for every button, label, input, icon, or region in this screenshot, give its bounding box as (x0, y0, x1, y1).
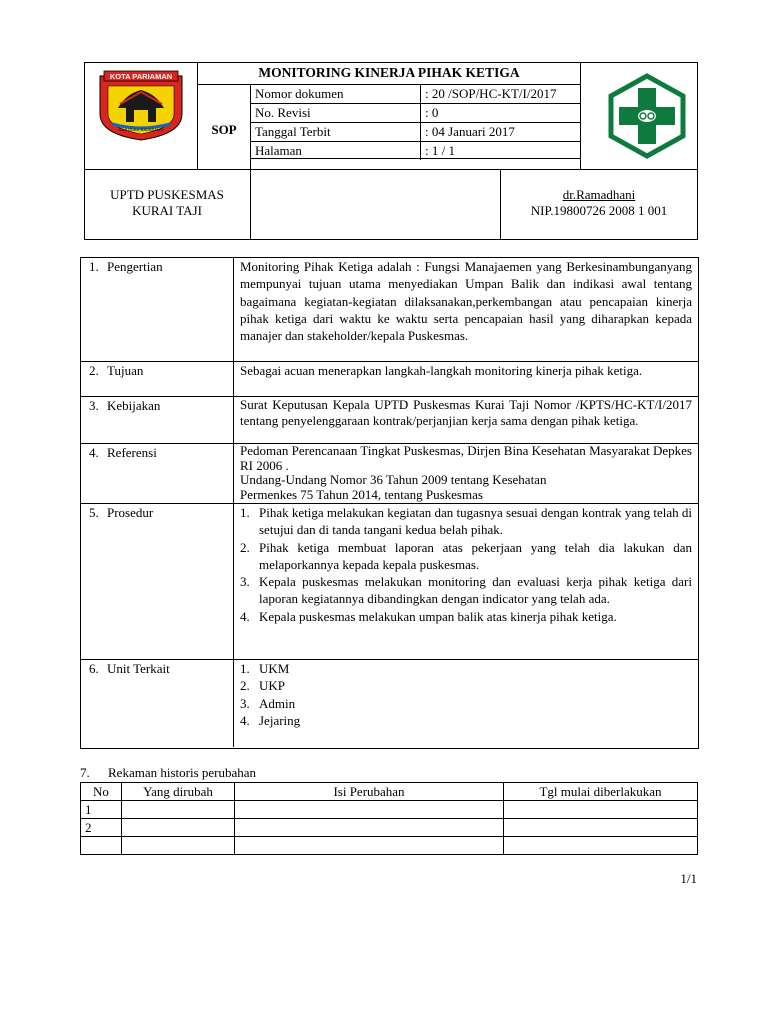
section-num: 4. (89, 445, 99, 460)
puskesmas-logo (603, 72, 691, 160)
section-kebijakan (80, 396, 699, 443)
table-row (81, 819, 698, 837)
organization-name (84, 187, 250, 219)
history-header-row (81, 783, 698, 801)
section-num: 2. (89, 363, 99, 378)
table-row (81, 837, 698, 855)
cell (235, 801, 504, 819)
item-num: 4. (240, 608, 250, 624)
unit-item (240, 660, 692, 677)
cell (504, 819, 698, 837)
logo-top-text: KOTA PARIAMAN (109, 72, 173, 81)
section-tujuan (80, 361, 699, 396)
meta-value: : 0 (425, 105, 439, 120)
item-text: Pihak ketiga membuat laporan atas pekerjaan yang telah dia lakukan dan melaporkannya kepada kepala puskesmas. (259, 539, 692, 572)
meta-row-nomor (251, 85, 580, 104)
signer-nip: NIP.19800726 2008 1 001 (530, 203, 668, 218)
cell (122, 801, 235, 819)
meta-label: Tanggal Terbit (251, 123, 421, 141)
item-text: UKP (259, 678, 286, 694)
org-line-1: UPTD PUSKESMAS (110, 187, 224, 202)
signer-block (501, 187, 697, 219)
section-prosedur (80, 503, 699, 659)
section-text: Sebagai acuan menerapkan langkah-langkah monitoring kinerja pihak ketiga. (240, 363, 643, 378)
history-num: 7. (80, 765, 90, 780)
unit-item (240, 695, 692, 712)
item-text: Kepala puskesmas melakukan monitoring dan evaluasi kerja pihak ketiga dari laporan kegiatannya dibandingkan dengan indicator yang telah ada. (259, 574, 692, 607)
section-label: Referensi (107, 445, 157, 460)
item-num: 1. (240, 505, 250, 520)
logo-bottom-text: SAJI DUAN BADASAMO (118, 127, 164, 132)
meta-label: Nomor dokumen (251, 85, 421, 103)
cell: 2 (81, 819, 122, 837)
col-yang-dirubah: Yang dirubah (122, 783, 235, 801)
section-unit-terkait (80, 659, 699, 749)
unit-item (240, 677, 692, 694)
col-no: No (81, 783, 122, 801)
section-num: 6. (89, 661, 99, 676)
page-number: 1/1 (680, 871, 697, 886)
cell (504, 837, 698, 855)
section-label: Unit Terkait (107, 661, 170, 676)
item-num: 4. (240, 712, 250, 728)
item-text: UKM (259, 661, 290, 676)
referensi-item: Undang-Undang Nomor 36 Tahun 2009 tentang Kesehatan (240, 472, 547, 487)
item-num: 1. (240, 661, 250, 676)
item-text: Jejaring (259, 712, 301, 728)
prosedur-item (240, 504, 692, 539)
kota-pariaman-logo (96, 68, 186, 142)
org-line-2: KURAI TAJI (132, 203, 202, 218)
history-title: Rekaman historis perubahan (108, 765, 257, 780)
item-num: 2. (240, 539, 250, 555)
item-text: Kepala puskesmas melakukan umpan balik atas kinerja pihak ketiga. (259, 608, 617, 624)
item-text: Admin (259, 695, 296, 711)
section-num: 5. (89, 505, 99, 520)
sop-label: SOP (211, 122, 237, 137)
item-num: 3. (240, 574, 250, 590)
cell (235, 819, 504, 837)
item-text: Pihak ketiga melakukan kegiatan dan tugasnya sesuai dengan kontrak yang telah di setujui dan di tanda tangani kedua belah pihak. (259, 505, 692, 538)
section-label: Prosedur (107, 505, 154, 520)
cell (81, 837, 122, 855)
section-label: Kebijakan (107, 398, 161, 413)
prosedur-item (240, 539, 692, 574)
unit-item (240, 712, 692, 729)
meta-value: : 1 / 1 (425, 143, 455, 158)
section-num: 3. (89, 398, 99, 413)
prosedur-item (240, 573, 692, 608)
history-heading (80, 765, 256, 781)
referensi-item: Permenkes 75 Tahun 2014, tentang Puskesmas (240, 486, 483, 502)
section-text: Surat Keputusan Kepala UPTD Puskesmas Kurai Taji Nomor /KPTS/HC-KT/I/2017 tentang penyelenggaraan kontrak/perjanjian kerja sama dengan pihak ketiga. (240, 397, 692, 428)
section-pengertian (80, 257, 699, 361)
table-row (81, 801, 698, 819)
meta-label: Halaman (251, 142, 421, 160)
cell: 1 (81, 801, 122, 819)
section-num: 1. (89, 259, 99, 274)
document-title: MONITORING KINERJA PIHAK KETIGA (258, 65, 520, 80)
section-label: Pengertian (107, 259, 163, 274)
referensi-item: Pedoman Perencanaan Tingkat Puskesmas, Dirjen Bina Kesehatan Masyarakat Depkes RI 2006 . (240, 443, 692, 473)
cell (122, 819, 235, 837)
item-num: 2. (240, 678, 250, 694)
meta-row-revisi (251, 104, 580, 123)
document-meta (251, 85, 580, 158)
meta-value: : 20 /SOP/HC-KT/I/2017 (425, 86, 557, 101)
section-referensi (80, 443, 699, 503)
section-label: Tujuan (107, 363, 144, 378)
meta-row-tanggal (251, 123, 580, 142)
history-table (80, 782, 698, 855)
col-tgl-berlaku: Tgl mulai diberlakukan (504, 783, 698, 801)
meta-value: : 04 Januari 2017 (425, 124, 515, 139)
cell (504, 801, 698, 819)
signer-name: dr.Ramadhani (562, 187, 636, 202)
cell (235, 837, 504, 855)
section-text: Monitoring Pihak Ketiga adalah : Fungsi Manajaemen yang Berkesinambunganyang mempunyai tujuan utama menyediakan Umpan Balik dan indikasi awal tentang bagaimana kegiatan-kegiatan dilaksanakan,perkembangan atau pencapaian kinerja pihak ketiga dari waktu ke waktu serta pencapaian hasil yang diharapkan kepada manajer dan stakeholder/kepala Puskesmas. (240, 259, 692, 344)
prosedur-item (240, 608, 692, 625)
cell (122, 837, 235, 855)
meta-label: No. Revisi (251, 104, 421, 122)
col-isi-perubahan: Isi Perubahan (235, 783, 504, 801)
item-num: 3. (240, 695, 250, 711)
